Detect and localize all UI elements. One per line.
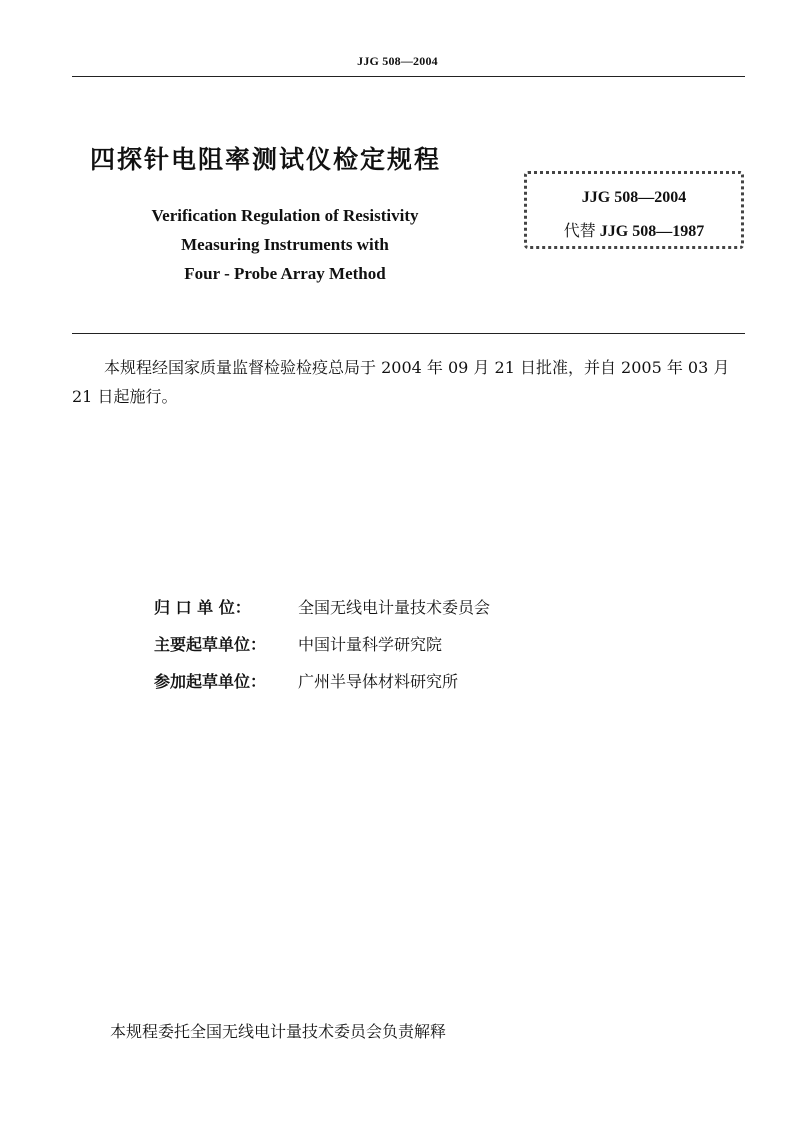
unit-row-main-drafter: [154, 632, 490, 669]
approval-statement: 本规程经国家质量监督检验检疫总局于 2004 年 09 月 21 日批准，并自 2005 年 03 月 21 日起施行。: [72, 358, 730, 406]
unit-value: 中国计量科学研究院: [298, 635, 443, 654]
document-title-zh: 四探针电阻率测试仪检定规程: [90, 145, 442, 174]
unit-row-responsible: [154, 595, 490, 632]
title-en-line: Verification Regulation of Resistivity: [151, 206, 419, 225]
drafting-units: [154, 595, 490, 706]
title-en-line: Four - Probe Array Method: [184, 264, 386, 283]
interpretation-note: 本规程委托全国无线电计量技术委员会负责解释: [110, 1022, 447, 1041]
document-title-en: [100, 201, 470, 288]
regulation-code: JJG 508—2004: [581, 189, 687, 206]
title-en-line: Measuring Instruments with: [181, 235, 389, 254]
unit-label: 归 口 单 位：: [154, 598, 251, 617]
unit-row-participating-drafter: [154, 669, 490, 706]
unit-value: 广州半导体材料研究所: [298, 672, 459, 691]
replaced-code: JJG 508—1987: [599, 223, 705, 240]
replaces-line: [527, 218, 741, 241]
unit-label: 参加起草单位：: [154, 672, 267, 691]
section-divider: [72, 333, 745, 334]
header-divider: [72, 76, 745, 77]
replaces-label: 代替: [563, 223, 596, 240]
header-code: JJG 508—2004: [357, 54, 438, 68]
unit-value: 全国无线电计量技术委员会: [298, 598, 491, 617]
unit-label: 主要起草单位：: [154, 635, 267, 654]
regulation-code-box: [524, 171, 744, 249]
